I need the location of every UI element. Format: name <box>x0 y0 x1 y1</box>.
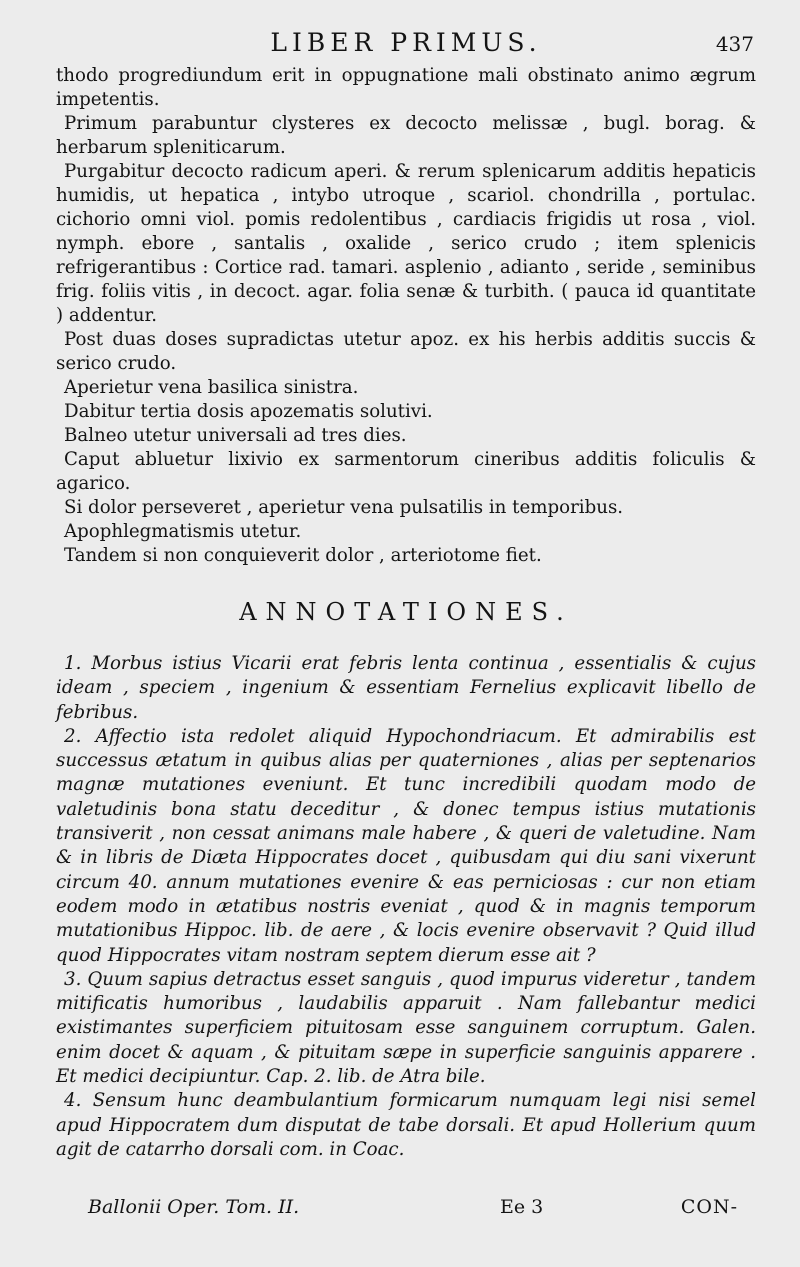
page-footer <box>88 1196 738 1226</box>
annotation-item: 1. Morbus istius Vicarii erat febris lenta continua , essentialis & cujus ideam , speciem , ingenium & essentiam Fernelius explicavit libello de febribus. <box>56 653 756 723</box>
paragraph: Apophlegmatismis utetur. <box>64 521 302 542</box>
signature-mark: Ee 3 <box>500 1196 544 1218</box>
page-number: 437 <box>715 32 754 56</box>
running-title: LIBER PRIMUS. <box>270 28 542 57</box>
paragraph: Si dolor perseveret , aperietur vena pulsatilis in temporibus. <box>64 497 624 518</box>
paragraph: Dabitur tertia dosis apozematis solutivi. <box>64 401 433 422</box>
catchword: CON- <box>680 1196 738 1218</box>
paragraph: Post duas doses supradictas utetur apoz. ex his herbis additis succis & serico crudo. <box>56 329 756 374</box>
annotations-heading: ANNOTATIONES. <box>239 598 573 626</box>
paragraph: Primum parabuntur clysteres ex decocto melissæ , bugl. borag. & herbarum spleniticarum. <box>56 113 756 158</box>
annotation-item: 4. Sensum hunc deambulantium formicarum numquam legi nisi semel apud Hippocratem dum disputat de tabe dorsali. Et apud Hollerium quum agit de catarrho dorsali com. in Coac. <box>56 1090 756 1160</box>
footer-volume-title: Ballonii Oper. Tom. II. <box>88 1196 300 1218</box>
annotation-item: 3. Quum sapius detractus esset sanguis , quod impurus videretur , tandem mitificatis humoribus , laudabilis apparuit . Nam fallebantur medici existimantes superficiem pituitosam esse sanguinem corruptum. Galen. enim docet & aquam , & pituitam sæpe in superficie sanguinis apparere . Et medici decipiuntur. Cap. 2. lib. de Atra bile. <box>56 968 756 1088</box>
paragraph: Balneo utetur universali ad tres dies. <box>64 425 407 446</box>
paragraph: Aperietur vena basilica sinistra. <box>64 377 359 398</box>
annotations-list <box>56 652 756 1162</box>
paragraph: thodo progrediundum erit in oppugnatione mali obstinato animo ægrum impetentis. <box>56 65 756 110</box>
paragraph: Caput abluetur lixivio ex sarmentorum cineribus additis foliculis & agarico. <box>56 449 756 494</box>
running-head <box>56 28 756 64</box>
annotation-item: 2. Affectio ista redolet aliquid Hypochondriacum. Et admirabilis est successus ætatum in quibus alias per quaterniones , alias per septenarios magnæ mutationes eveniunt. Et tunc incredibili quodam modo de valetudinis bona statu deceditur , & donec tempus istius mutationis transiverit , non cessat animans male habere , & queri de valetudine. Nam & in libris de Diæta Hippocrates docet , quibusdam qui diu sani vixerunt circum 40. annum mutationes evenire & eas perniciosas : cur non etiam eodem modo in ætatibus nostris eveniat , quod & in magnis temporum mutationibus Hippoc. lib. de aere , & locis evenire observavit ? Quid illud quod Hippocrates vitam nostram septem dierum esse ait ? <box>56 725 756 966</box>
main-text <box>56 64 756 568</box>
paragraph: Purgabitur decocto radicum aperi. & rerum splenicarum additis hepaticis humidis, ut hepatica , intybo utroque , scariol. chondrilla , portulac. cichorio omni viol. pomis redolentibus , cardiacis frigidis ut rosa , viol. nymph. ebore , santalis , oxalide , serico crudo ; item splenicis refrigerantibus : Cortice rad. tamari. asplenio , adianto , seride , seminibus frig. foliis vitis , in decoct. agar. folia senæ & turbith. ( pauca id quantitate ) addentur. <box>56 161 756 326</box>
paragraph: Tandem si non conquieverit dolor , arteriotome fiet. <box>64 545 542 566</box>
